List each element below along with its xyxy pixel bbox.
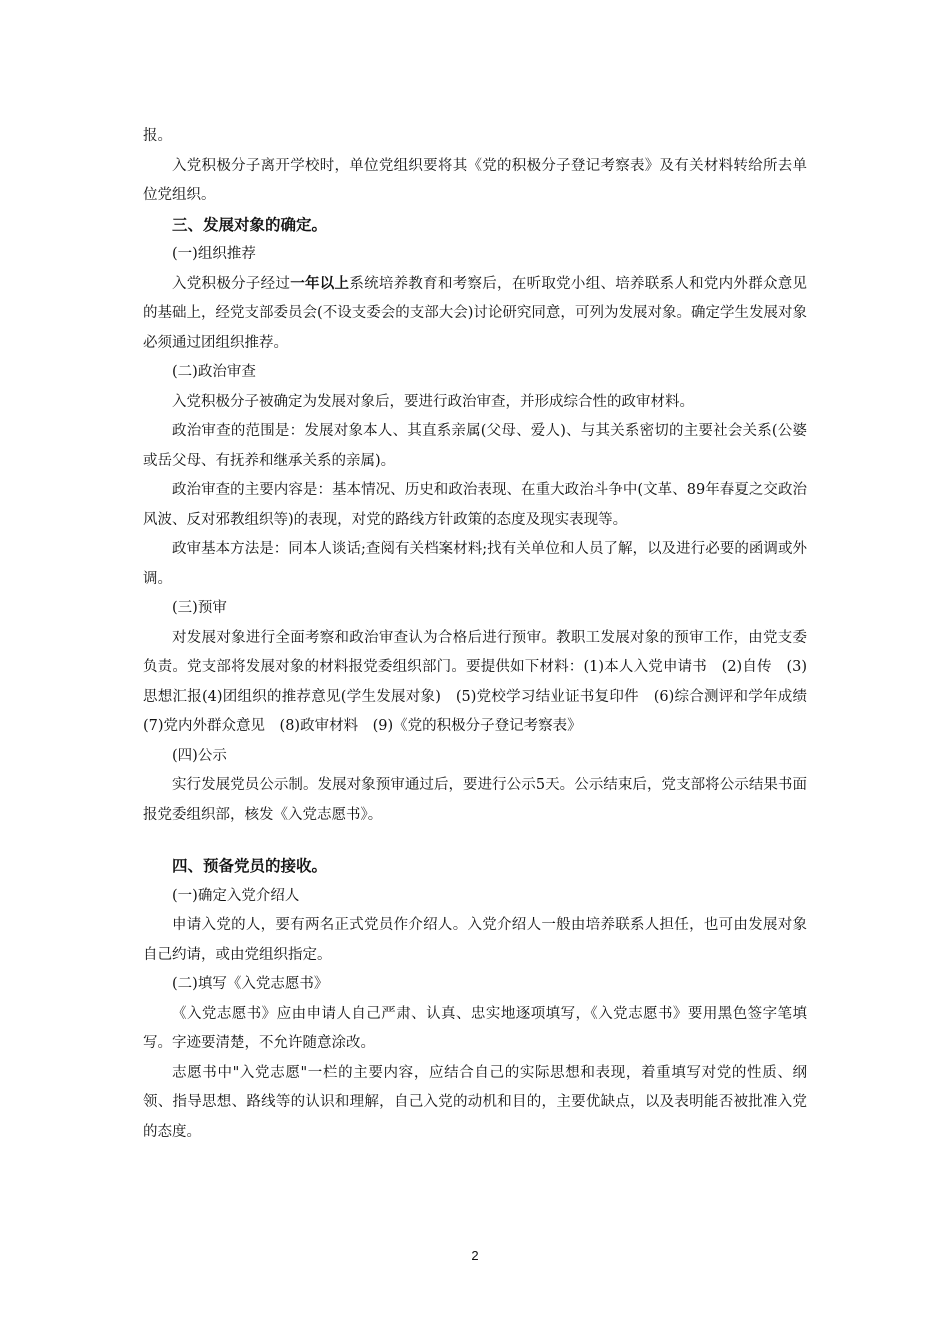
- paragraph: 报。: [143, 128, 172, 144]
- section-heading-4: 四、预备党员的接收。: [172, 857, 328, 875]
- paragraph: 政审基本方法是：同本人谈话;查阅有关档案材料;找有关单位和人员了解，以及进行必要的函调或外调。: [143, 541, 807, 587]
- document-body: [143, 122, 822, 1147]
- section-heading-3: 三、发展对象的确定。: [172, 215, 328, 234]
- paragraph: 政治审查的范围是：发展对象本人、其直系亲属(父母、爱人)、与其关系密切的主要社会关系(公婆或岳父母、有抚养和继承关系的亲属)。: [143, 423, 807, 469]
- subsection-heading: (一)组织推荐: [172, 246, 256, 262]
- emphasis-text: 一年以上: [290, 275, 350, 292]
- paragraph-text: 入党积极分子经过: [172, 275, 291, 292]
- subsection-heading: (二)政治审查: [172, 364, 256, 380]
- paragraph: 实行发展党员公示制。发展对象预审通过后，要进行公示5天。公示结束后，党支部将公示结果书面报党委组织部，核发《入党志愿书》。: [143, 777, 807, 823]
- paragraph: 《入党志愿书》应由申请人自己严肃、认真、忠实地逐项填写，《入党志愿书》要用黑色签字笔填写。字迹要清楚，不允许随意涂改。: [143, 1005, 807, 1051]
- paragraph: 对发展对象进行全面考察和政治审查认为合格后进行预审。教职工发展对象的预审工作，由党支委负责。党支部将发展对象的材料报党委组织部门。要提供如下材料：(1)本人入党申请书 (2)自传 (3)思想汇报(4)团组织的推荐意见(学生发展对象) (5)党校学习结业证书复印件 (6)综合测评和学年成绩 (7)党内外群众意见 (8)政审材料 (9)《党的积极分子登记考察表》: [143, 629, 822, 734]
- subsection-heading: (三)预审: [172, 600, 227, 616]
- paragraph-text: 系统培养教育和考察后，在听取党小组、培养联系人和党内外群众意见的基础上，经党支部委员会(不设支委会的支部大会)讨论研究同意，可列为发展对象。确定学生发展对象必须通过团组织推荐。: [143, 275, 808, 351]
- paragraph: 入党积极分子被确定为发展对象后，要进行政治审查，并形成综合性的政审材料。: [172, 393, 694, 410]
- paragraph: 入党积极分子离开学校时，单位党组织要将其《党的积极分子登记考察表》及有关材料转给所去单位党组织。: [143, 157, 807, 203]
- paragraph: 志愿书中"入党志愿"一栏的主要内容，应结合自己的实际思想和表现，着重填写对党的性质、纲领、指导思想、路线等的认识和理解，自己入党的动机和目的，主要优缺点，以及表明能否被批准入党的态度。: [143, 1064, 807, 1140]
- page-number: 2: [471, 1248, 479, 1263]
- subsection-heading: (一)确定入党介绍人: [172, 887, 300, 904]
- subsection-heading: (二)填写《入党志愿书》: [172, 976, 329, 992]
- paragraph: 申请入党的人，要有两名正式党员作介绍人。入党介绍人一般由培养联系人担任，也可由发展对象自己约请，或由党组织指定。: [143, 917, 807, 963]
- subsection-heading: (四)公示: [172, 747, 227, 764]
- paragraph: 政治审查的主要内容是：基本情况、历史和政治表现、在重大政治斗争中(文革、89年春夏之交政治风波、反对邪教组织等)的表现，对党的路线方针政策的态度及现实表现等。: [143, 482, 807, 528]
- paragraph: [143, 270, 807, 359]
